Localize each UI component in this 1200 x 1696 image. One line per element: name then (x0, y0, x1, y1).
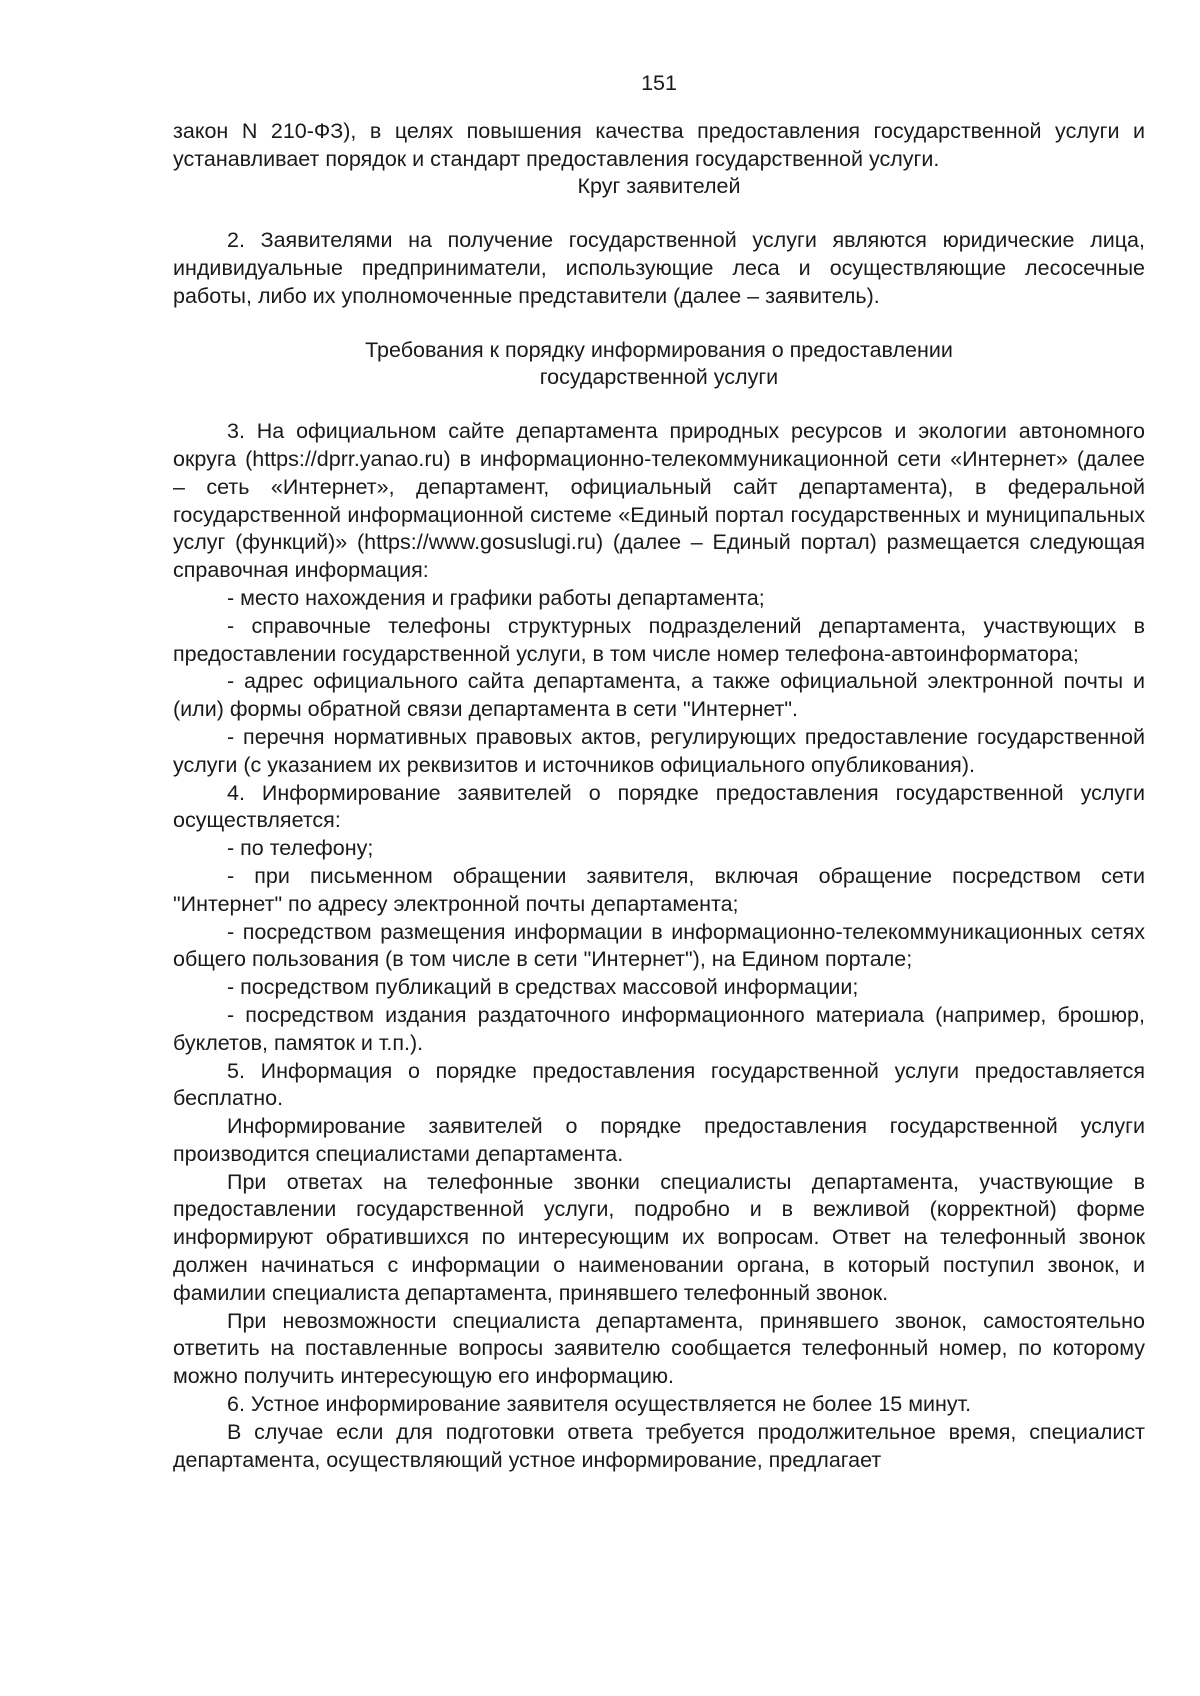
list-item: - посредством издания раздаточного информационного материала (например, брошюр, буклетов, памяток и т.п.). (173, 1002, 1145, 1055)
section-title-informing (173, 337, 1145, 393)
intro-paragraph: закон N 210-ФЗ), в целях повышения качества предоставления государственной услуги и устанавливает порядок и стандарт предоставления государственной услуги. (173, 118, 1145, 171)
list-item: - адрес официального сайта департамента, а также официальной электронной почты и (или) формы обратной связи департамента в сети "Интернет". (173, 669, 1145, 722)
paragraph-5-impossibility: При невозможности специалиста департамента, принявшего звонок, самостоятельно ответить на поставленные вопросы заявителю сообщается телефонный номер, по которому можно получить интересующую его информацию. (173, 1308, 1145, 1389)
section-title-line-1: Требования к порядку информирования о предоставлении (365, 337, 953, 362)
list-item: - посредством размещения информации в информационно-телекоммуникационных сетях общего пользования (в том числе в сети "Интернет"), на Едином портале; (173, 919, 1145, 972)
paragraph-3: 3. На официальном сайте департамента природных ресурсов и экологии автономного округа (https://dprr.yanao.ru) в информационно-телекоммуникационной сети «Интернет» (далее – сеть «Интернет», департамент, официальный сайт департамента), в федеральной государственной информационной системе «Единый портал государственных и муниципальных услуг (функций)» (https://www.gosuslugi.ru) (далее – Единый портал) размещается следующая справочная информация: (173, 419, 1145, 583)
list-item: - при письменном обращении заявителя, включая обращение посредством сети "Интернет" по адресу электронной почты департамента; (173, 863, 1145, 916)
list-item: - справочные телефоны структурных подразделений департамента, участвующих в предоставлении государственной услуги, в том числе номер телефона-автоинформатора; (173, 613, 1145, 666)
list-item: - по телефону; (227, 836, 374, 861)
paragraph-6-continued: В случае если для подготовки ответа требуется продолжительное время, специалист департамента, осуществляющий устное информирование, предлагает (173, 1419, 1145, 1472)
list-item: - перечня нормативных правовых актов, регулирующих предоставление государственной услуги (с указанием их реквизитов и источников официального опубликования). (173, 724, 1145, 777)
paragraph-5: 5. Информация о порядке предоставления государственной услуги предоставляется бесплатно. (173, 1058, 1145, 1111)
list-item: - место нахождения и графики работы департамента; (227, 585, 765, 610)
section-title-applicants: Круг заявителей (577, 174, 741, 199)
paragraph-2: 2. Заявителями на получение государственной услуги являются юридические лица, индивидуальные предприниматели, использующие леса и осуществляющие лесосечные работы, либо их уполномоченные представители (далее – заявитель). (173, 228, 1145, 308)
paragraph-6: 6. Устное информирование заявителя осуществляется не более 15 минут. (227, 1392, 972, 1417)
paragraph-5-informing: Информирование заявителей о порядке предоставления государственной услуги производится специалистами департамента. (173, 1114, 1145, 1166)
page-number: 151 (641, 71, 677, 95)
list-item: - посредством публикаций в средствах массовой информации; (227, 975, 859, 1000)
paragraph-5-phone-answers: При ответах на телефонные звонки специалисты департамента, участвующие в предоставлении государственной услуги, подробно и в вежливой (корректной) форме информируют обратившихся по интересующим их вопросам. Ответ на телефонный звонок должен начинаться с информации о наименовании органа, в который поступил звонок, и фамилии специалиста департамента, принявшего телефонный звонок. (173, 1169, 1145, 1305)
paragraph-4: 4. Информирование заявителей о порядке предоставления государственной услуги осуществляется: (173, 780, 1145, 833)
document-page (173, 70, 1145, 1474)
section-title-line-2: государственной услуги (539, 365, 779, 390)
